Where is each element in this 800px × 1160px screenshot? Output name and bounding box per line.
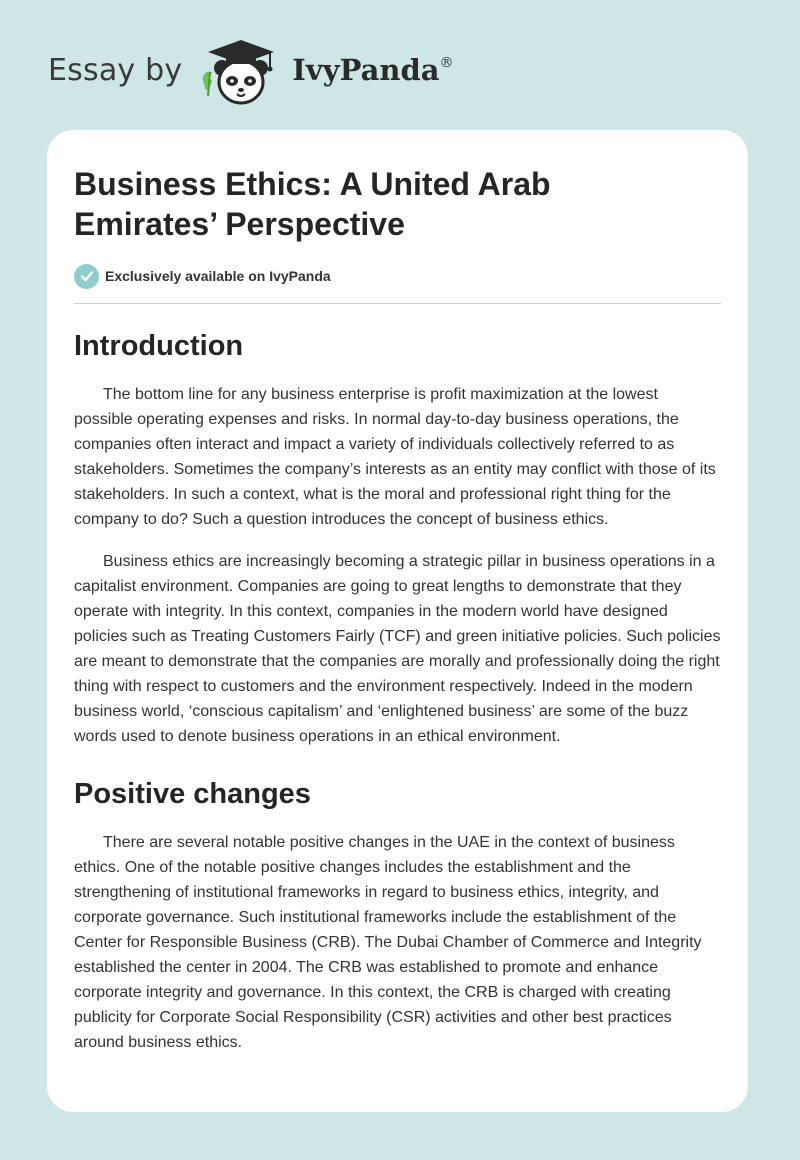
paragraph: There are several notable positive changes in the UAE in the context of business ethics. One of the notable positive changes includes the establishment and the strengthening of institutional frameworks in regard to business ethics, integrity, and corporate governance. Such institutional frameworks include the establishment of the Center for Responsible Business (CRB). The Dubai Chamber of Commerce and Integrity established the center in 2004. The CRB was established to promote and enhance corporate integrity and governance. In this context, the CRB is charged with creating publicity for Corporate Social Responsibility (CSR) activities and other best practices around business ethics.	[74, 834, 702, 1051]
check-circle-icon	[74, 264, 99, 289]
site-header	[48, 30, 454, 110]
section-heading-positive-changes: Positive changes	[74, 778, 311, 810]
essay-card	[47, 130, 748, 1112]
registered-mark: ®	[439, 55, 454, 71]
essay-by-text: Essay by	[48, 52, 183, 88]
essay-title: Business Ethics: A United Arab Emirates’ Perspective	[74, 166, 551, 242]
title-divider	[74, 303, 721, 304]
exclusive-badge	[74, 262, 721, 290]
paragraph: The bottom line for any business enterprise is profit maximization at the lowest possible operating expenses and risks. In normal day-to-day business operations, the companies often interact and impact a variety of individuals collectively referred to as stakeholders. Sometimes the company’s interests as an entity may conflict with those of its stakeholders. In such a context, what is the moral and professional right thing for the company to do? Such a question introduces the concept of business ethics.	[74, 386, 716, 528]
paragraph: Business ethics are increasingly becoming a strategic pillar in business operations in a capitalist environment. Companies are going to great lengths to demonstrate that they operate with integrity. In this context, companies in the modern world have designed policies such as Treating Customers Fairly (TCF) and green initiative policies. Such policies are meant to demonstrate that the companies are morally and professionally doing the right thing with respect to customers and the environment respectively. Indeed in the modern business world, ‘conscious capitalism’ and ‘enlightened business’ are some of the buzz words used to denote business operations in an ethical environment.	[74, 553, 721, 745]
panda-graduation-cap-icon[interactable]	[196, 32, 286, 108]
section-heading-introduction: Introduction	[74, 330, 244, 362]
exclusive-label: Exclusively available on IvyPanda	[105, 268, 331, 284]
brand-name[interactable]: IvyPanda®	[292, 53, 454, 87]
